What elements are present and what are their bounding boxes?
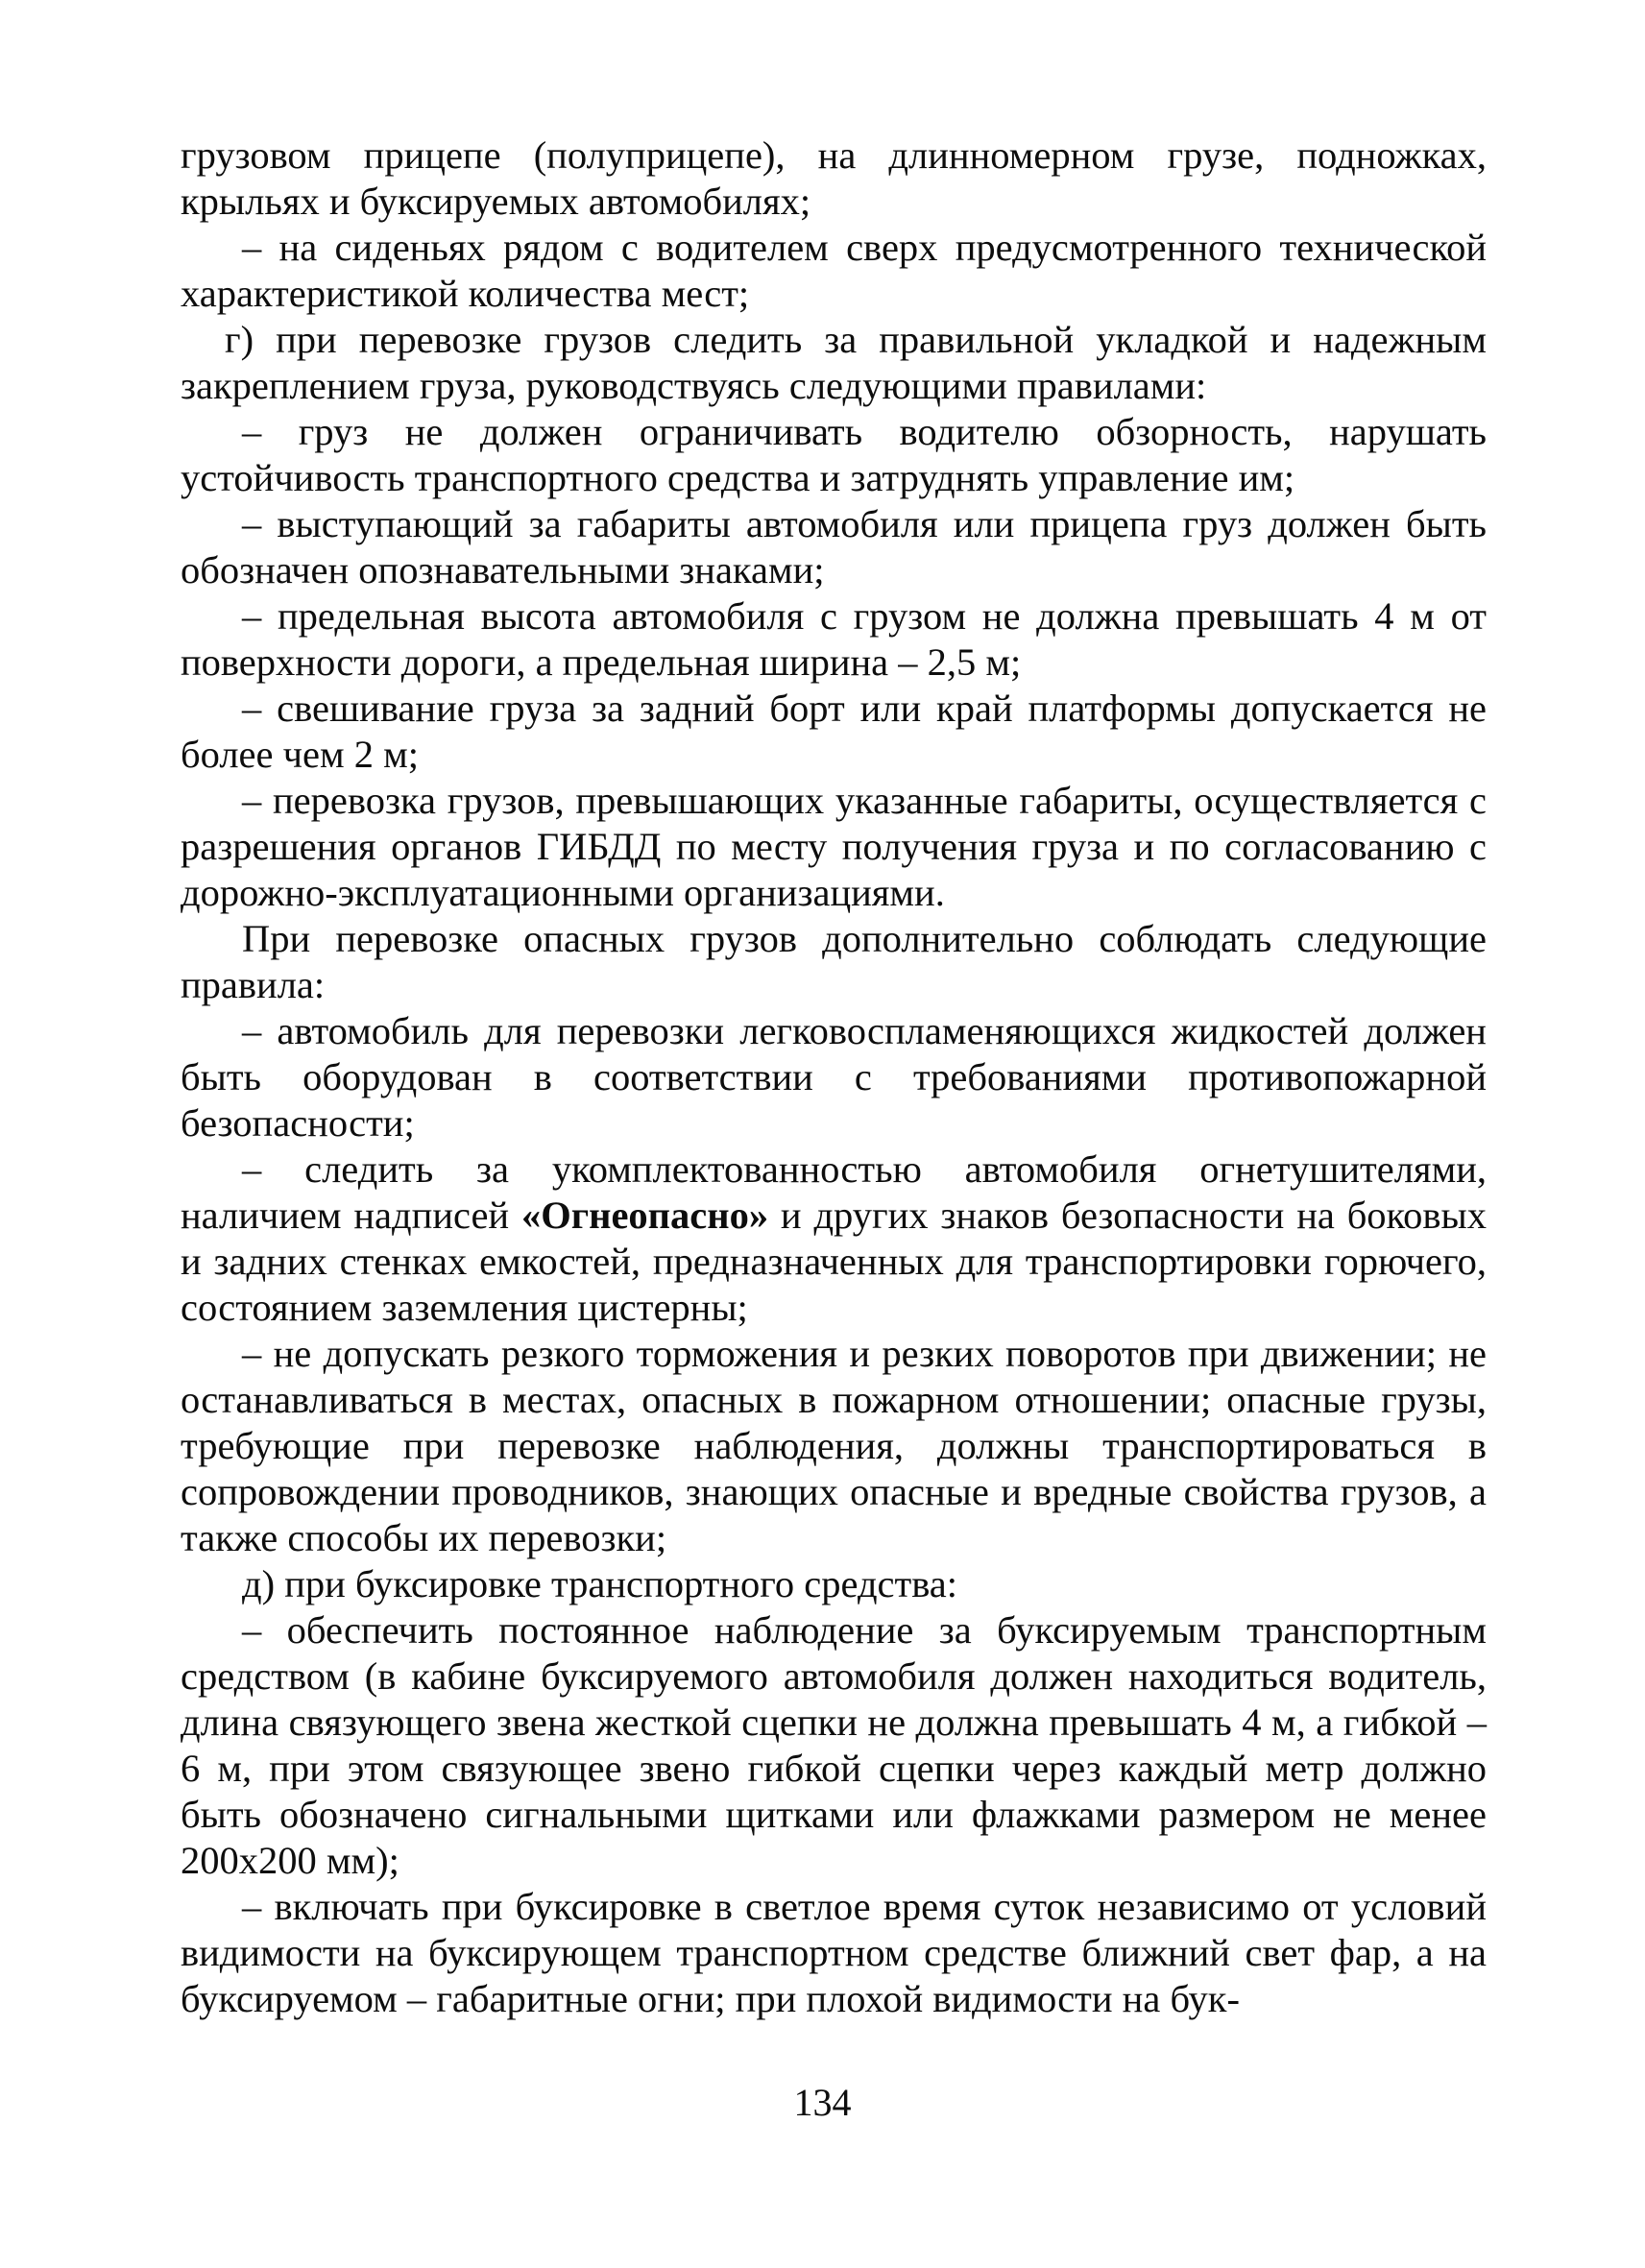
text-run: и других знаков безопасности на боковых и задних стенках емкостей, предназначенных для транспортировки горючего, состоянием заземления цистерны; [181,1194,1488,1329]
list-item: – выступающий за габариты автомобиля или прицепа груз должен быть обозначен опознавательными знаками; [181,502,1487,591]
list-item: – свешивание груза за задний борт или край платформы допускается не более чем 2 м; [181,687,1487,776]
document-page-text [181,133,1487,2022]
list-item: – обеспечить постоянное наблюдение за буксируемым транспортным средством (в кабине буксируемого автомобиля должен находиться водитель, длина связующего звена жесткой сцепки не должна превышать 4 м, а гибкой – 6 м, при этом связующее звено гибкой сцепки через каждый метр должно быть обозначено сигнальными щитками или флажками размером не менее 200х200 мм); [181,1608,1487,1882]
paragraph: грузовом прицепе (полуприцепе), на длинномерном грузе, подножках, крыльях и буксируемых автомобилях; [181,133,1487,223]
paragraph: г) при перевозке грузов следить за правильной укладкой и надежным закреплением груза, руководствуясь следующими правилами: [181,318,1487,407]
list-item: – не допускать резкого торможения и резких поворотов при движении; не останавливаться в местах, опасных в пожарном отношении; опасные грузы, требующие при перевозке наблюдения, должны транспортироваться в сопровождении проводников, знающих опасные и вредные свойства грузов, а также способы их перевозки; [181,1332,1487,1559]
list-item [181,1146,1487,1331]
page-number: 134 [793,2081,852,2124]
paragraph: д) при буксировке транспортного средства: [242,1562,958,1605]
paragraph: При перевозке опасных грузов дополнительно соблюдать следующие правила: [181,917,1487,1006]
list-item: – на сиденьях рядом с водителем сверх предусмотренного технической характеристикой количества мест; [181,226,1487,315]
list-item: – включать при буксировке в светлое время суток независимо от условий видимости на буксирующем транспортном средстве ближний свет фар, а на буксируемом – габаритные огни; при плохой видимости на бук- [181,1885,1487,2020]
list-item: – перевозка грузов, превышающих указанные габариты, осуществляется с разрешения органов ГИБДД по месту получения груза и по согласованию с дорожно-эксплуатационными организациями. [181,779,1487,914]
text-run: – следить за укомплектованностью автомобиля огнетушителями, наличием надписей [181,1147,1487,1237]
list-item: – груз не должен ограничивать водителю обзорность, нарушать устойчивость транспортного средства и затруднять управление им; [181,410,1487,499]
bold-label-flammable: «Огнеопасно» [520,1194,769,1237]
list-item: – предельная высота автомобиля с грузом не должна превышать 4 м от поверхности дороги, а предельная ширина – 2,5 м; [181,594,1487,684]
list-item: – автомобиль для перевозки легковоспламеняющихся жидкостей должен быть оборудован в соответствии с требованиями противопожарной безопасности; [181,1009,1487,1145]
